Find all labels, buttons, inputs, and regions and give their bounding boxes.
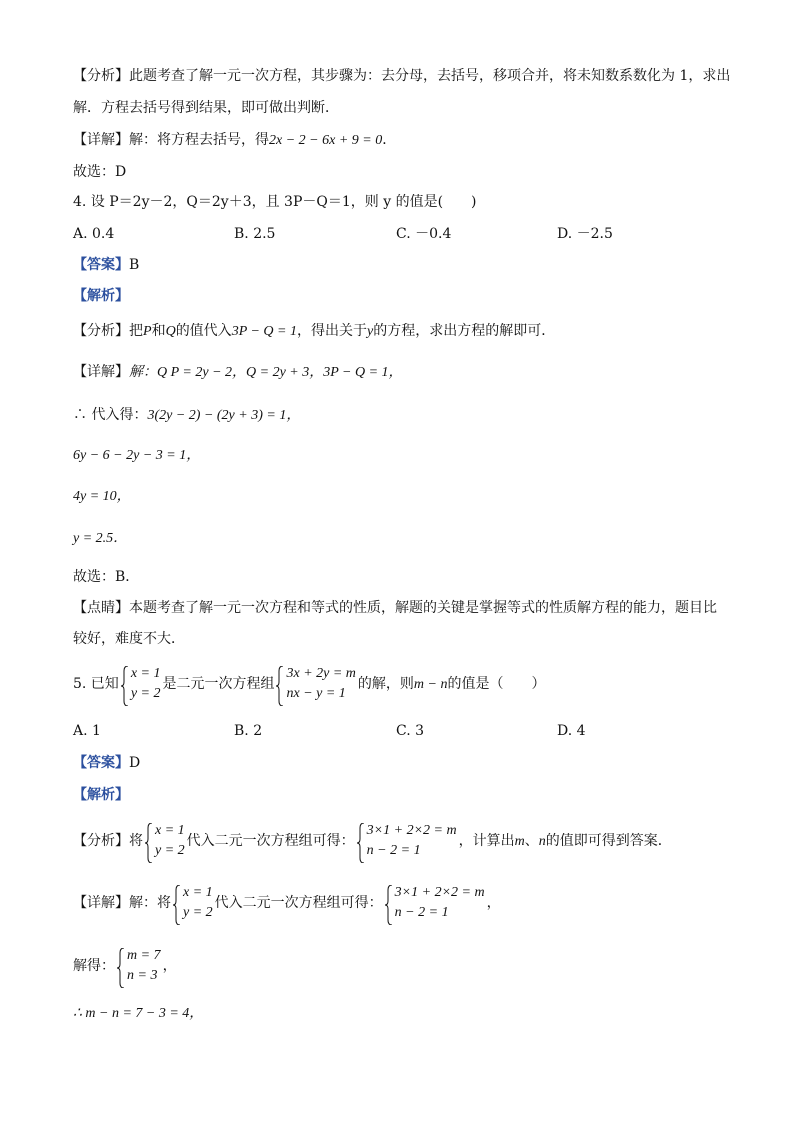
q5-stem-suffix: 的值是（ ） <box>447 676 546 692</box>
q5-stem <box>73 664 545 704</box>
analysis-tag: 【分析】 <box>73 68 129 84</box>
q5-analysis-part: 的值即可得到答案． <box>545 833 672 849</box>
q5-detail-part: 解：将 <box>129 895 171 911</box>
q4-option-c: C. －0.4 <box>396 226 452 242</box>
q5-detail-end: ， <box>486 895 501 911</box>
q5-final-line: ∴ m − n = 7 − 3 = 4， <box>73 1006 204 1021</box>
q5-system-row: nx − y = 1 <box>286 686 346 701</box>
q4-analysis-var-y: y <box>367 324 374 339</box>
q5-equation-system <box>276 664 355 704</box>
q5-answer-line <box>73 753 140 773</box>
q5-analysis-system-1 <box>145 821 185 861</box>
q4-analysis-equation: 3P − Q = 1 <box>231 324 297 339</box>
detail-tag: 【详解】 <box>73 132 129 148</box>
brace-icon <box>357 823 365 863</box>
q5-analysis-part: 将 <box>129 833 143 849</box>
q3-analysis-line-2 <box>73 98 339 118</box>
analysis-tag: 【分析】 <box>73 323 129 339</box>
q4-analysis-part: 的值代入 <box>175 323 232 339</box>
q4-step-3: 4y = 10， <box>73 489 131 504</box>
q5-stem-suffix: 的解，则 <box>357 676 414 692</box>
brace-icon <box>276 666 284 706</box>
q3-analysis-text-1: 此题考查了解一元一次方程，其步骤为：去分母，去括号，移项合并，将未知数系数化为 1，求出 <box>129 68 731 84</box>
q5-analysis-part: 代入二元一次方程组可得： <box>186 833 355 849</box>
brace-icon <box>145 823 153 863</box>
q4-choose-line: 故选：B． <box>73 569 140 585</box>
q5-detail-system-2 <box>385 883 485 923</box>
q4-step-1-equation: 3(2y − 2) − (2y + 3) = 1， <box>147 408 301 423</box>
q5-analysis-var-n: n <box>538 834 546 849</box>
q3-choose-text: 故选：D <box>73 164 127 180</box>
q4-analysis-var-q: Q <box>165 324 176 339</box>
q5-solve-prefix: 解得： <box>73 958 115 974</box>
answer-tag: 【答案】 <box>73 257 129 273</box>
q5-system-row: x = 1 <box>155 823 185 838</box>
q5-stem-mid: 是二元一次方程组 <box>162 676 275 692</box>
comment-tag: 【点睛】 <box>73 600 129 616</box>
q4-stem-text: 4. 设 P＝2y－2，Q＝2y＋3，且 3P－Q＝1，则 y 的值是( ) <box>73 194 477 210</box>
brace-icon <box>385 885 393 925</box>
q4-analysis-part: ，得出关于 <box>297 323 367 339</box>
q5-detail-part: 代入二元一次方程组可得： <box>214 895 383 911</box>
q4-comment-text-1: 本题考查了解一元一次方程和等式的性质，解题的关键是掌握等式的性质解方程的能力，题目比 <box>129 600 717 616</box>
q4-step-2: 6y − 6 − 2y − 3 = 1， <box>73 448 201 463</box>
q4-analysis-line <box>73 321 555 342</box>
q4-comment-text-2: 较好，难度不大． <box>73 631 185 647</box>
q4-step-1 <box>73 405 300 426</box>
q4-stem <box>73 192 477 212</box>
q4-option-d: D. －2.5 <box>557 226 613 242</box>
q4-comment-line-2 <box>73 629 185 649</box>
q3-detail-end: ． <box>382 132 397 148</box>
q5-system-row: m = 7 <box>127 948 161 963</box>
q5-parse-line <box>73 785 129 805</box>
q4-step-1-prefix: ∴ 代入得： <box>73 407 148 423</box>
q5-system-row: y = 2 <box>155 843 185 858</box>
q5-system-row: y = 2 <box>130 686 161 701</box>
q5-solution-result <box>117 946 161 986</box>
parse-tag: 【解析】 <box>73 288 129 304</box>
q5-system-row: y = 2 <box>183 905 213 920</box>
q5-detail-line <box>73 883 501 923</box>
q5-system-row: x = 1 <box>183 885 213 900</box>
q5-analysis-part: ，计算出 <box>458 833 515 849</box>
q5-system-row: n − 2 = 1 <box>394 905 449 920</box>
detail-tag: 【详解】 <box>73 895 129 911</box>
q4-analysis-var-p: P <box>143 324 152 339</box>
answer-tag: 【答案】 <box>73 755 129 771</box>
q3-detail-equation: 2x − 2 − 6x + 9 = 0 <box>269 133 383 148</box>
q3-detail-line <box>73 130 396 151</box>
q5-analysis-system-2 <box>357 821 457 861</box>
q5-option-d: D. 4 <box>557 723 586 739</box>
q4-detail-text: 解：Q P = 2y − 2，Q = 2y + 3，3P − Q = 1， <box>129 365 403 380</box>
q5-analysis-part: 、 <box>524 833 539 849</box>
q5-analysis-var-m: m <box>514 834 525 849</box>
q3-choose-line <box>73 162 126 182</box>
q4-analysis-part: 和 <box>151 323 166 339</box>
q4-analysis-part: 把 <box>129 323 143 339</box>
q5-system-row: x = 1 <box>130 666 161 681</box>
parse-tag: 【解析】 <box>73 787 129 803</box>
q5-system-row: n = 3 <box>127 968 158 983</box>
q5-stem-prefix: 5. 已知 <box>73 676 119 692</box>
q4-parse-line <box>73 286 129 306</box>
q5-answer-value: D <box>129 755 141 771</box>
q5-system-row: 3×1 + 2×2 = m <box>366 823 457 838</box>
q5-system-row: 3x + 2y = m <box>286 666 356 681</box>
q5-option-a: A. 1 <box>73 723 101 739</box>
brace-icon <box>117 948 125 988</box>
q5-stem-expression: m − n <box>413 677 448 692</box>
q5-option-b: B. 2 <box>234 723 263 739</box>
q5-system-row: n − 2 = 1 <box>366 843 421 858</box>
q3-detail-text: 解：将方程去括号，得 <box>129 132 269 148</box>
analysis-tag: 【分析】 <box>73 833 129 849</box>
q4-option-a: A. 0.4 <box>73 226 115 242</box>
q5-solution-system <box>121 664 161 704</box>
q4-option-b: B. 2.5 <box>234 226 276 242</box>
q4-answer-value: B <box>129 257 140 273</box>
q4-analysis-part: 的方程，求出方程的解即可． <box>373 323 556 339</box>
q5-analysis-line <box>73 821 672 861</box>
q4-answer-line <box>73 255 139 275</box>
q5-system-row: 3×1 + 2×2 = m <box>394 885 485 900</box>
q5-detail-system-1 <box>173 883 213 923</box>
q4-detail-line <box>73 362 403 383</box>
q5-solve-end: ， <box>162 958 177 974</box>
q3-analysis-text-2: 解．方程去括号得到结果，即可做出判断． <box>73 100 339 116</box>
q5-option-c: C. 3 <box>396 723 425 739</box>
brace-icon <box>173 885 181 925</box>
brace-icon <box>121 666 129 706</box>
detail-tag: 【详解】 <box>73 364 129 380</box>
q5-solve-line <box>73 946 177 986</box>
q4-step-4: y = 2.5． <box>73 531 128 546</box>
q4-comment-line-1 <box>73 598 717 618</box>
q3-analysis-line-1 <box>73 66 730 86</box>
